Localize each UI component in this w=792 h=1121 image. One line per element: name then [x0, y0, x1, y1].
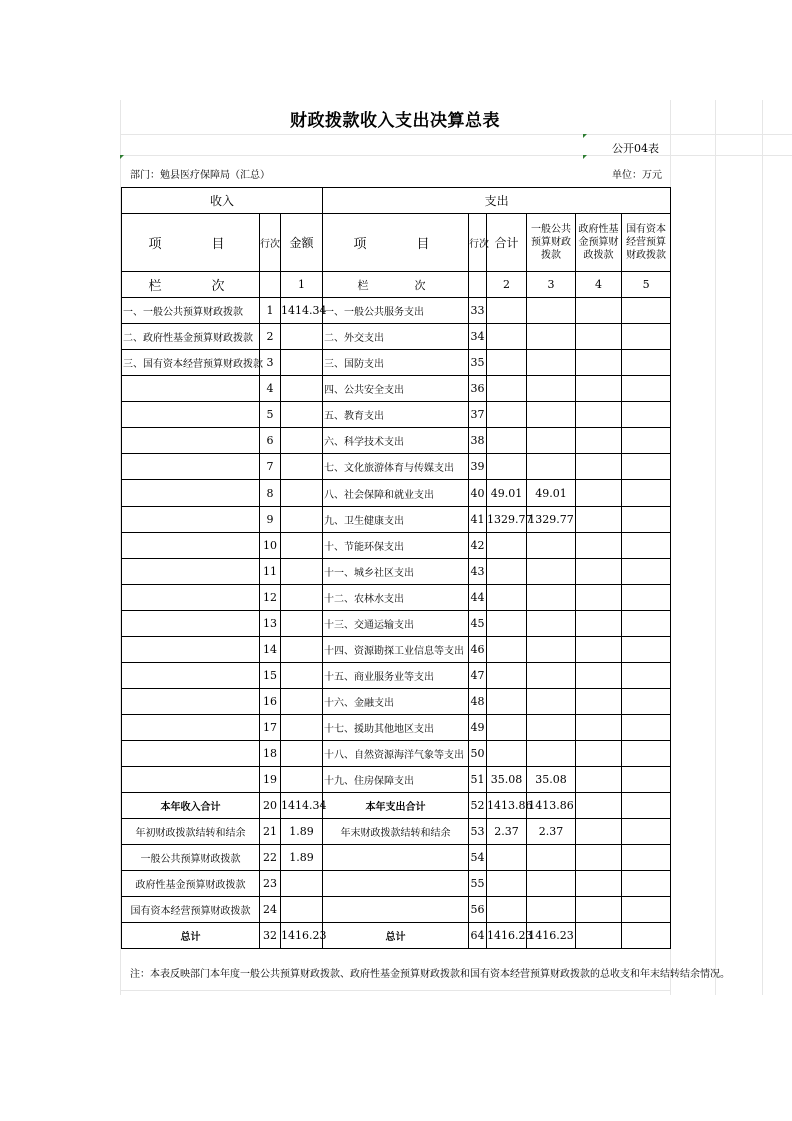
department-label: 部门：勉县医疗保障局（汇总） — [130, 170, 270, 181]
sheet-gridline — [120, 990, 670, 991]
income-item-cell — [122, 741, 260, 767]
expense-item-cell: 三、国防支出 — [323, 350, 469, 376]
table-row — [122, 715, 671, 741]
income-item-cell — [122, 376, 260, 402]
income-amount-cell — [281, 428, 323, 454]
grand-total-row — [122, 923, 671, 949]
expense-total-cell — [487, 428, 527, 454]
income-item-cell — [122, 507, 260, 533]
expense-line-cell: 45 — [469, 611, 487, 637]
gov-fund-cell — [576, 845, 622, 871]
expense-line-cell: 38 — [469, 428, 487, 454]
income-item-cell: 二、政府性基金预算财政拨款 — [122, 324, 260, 350]
gov-fund-cell — [576, 402, 622, 428]
general-budget-cell — [527, 689, 576, 715]
income-line-cell: 18 — [260, 741, 281, 767]
general-budget-cell: 1416.23 — [527, 923, 576, 949]
expense-item-cell: 十三、交通运输支出 — [323, 611, 469, 637]
income-amount-cell — [281, 897, 323, 923]
income-line-cell: 7 — [260, 454, 281, 480]
table-row — [122, 585, 671, 611]
income-amount-cell — [281, 350, 323, 376]
column-number: 5 — [622, 272, 671, 298]
income-line-cell: 4 — [260, 376, 281, 402]
gov-fund-cell — [576, 923, 622, 949]
general-budget-cell — [527, 715, 576, 741]
gov-fund-cell — [576, 585, 622, 611]
gov-fund-cell — [576, 767, 622, 793]
state-capital-cell — [622, 793, 671, 819]
income-amount-cell: 1.89 — [281, 845, 323, 871]
income-amount-cell — [281, 507, 323, 533]
income-amount-cell — [281, 767, 323, 793]
income-amount-cell — [281, 663, 323, 689]
income-item-cell — [122, 663, 260, 689]
expense-line-header: 行次 — [469, 214, 487, 272]
state-capital-cell — [622, 376, 671, 402]
column-label: 栏 次 — [323, 272, 469, 298]
table-row — [122, 454, 671, 480]
general-budget-cell — [527, 376, 576, 402]
table-row — [122, 480, 671, 507]
income-amount-cell — [281, 480, 323, 507]
state-capital-cell — [622, 402, 671, 428]
gov-fund-cell — [576, 793, 622, 819]
state-capital-cell — [622, 585, 671, 611]
income-item-cell — [122, 637, 260, 663]
gov-fund-cell — [576, 454, 622, 480]
expense-line-cell: 55 — [469, 871, 487, 897]
expense-total-cell: 1413.86 — [487, 793, 527, 819]
income-line-cell: 17 — [260, 715, 281, 741]
income-line-cell: 32 — [260, 923, 281, 949]
expense-line-cell: 48 — [469, 689, 487, 715]
expense-line-cell: 36 — [469, 376, 487, 402]
expense-line-cell: 56 — [469, 897, 487, 923]
state-capital-cell — [622, 767, 671, 793]
state-capital-cell — [622, 350, 671, 376]
footnote: 注：本表反映部门本年度一般公共预算财政拨款、政府性基金预算财政拨款和国有资本经营预算财政拨款的总收支和年末结转结余情况。 — [130, 969, 730, 980]
gov-fund-cell — [576, 871, 622, 897]
gov-fund-cell — [576, 480, 622, 507]
gov-fund-cell — [576, 350, 622, 376]
income-line-cell: 14 — [260, 637, 281, 663]
expense-total-cell: 1329.77 — [487, 507, 527, 533]
table-row — [122, 298, 671, 324]
unit-label: 单位：万元 — [612, 170, 662, 181]
expense-item-cell: 本年支出合计 — [323, 793, 469, 819]
income-amount-cell — [281, 871, 323, 897]
income-line-cell: 13 — [260, 611, 281, 637]
state-capital-cell — [622, 298, 671, 324]
summary-rows — [122, 793, 671, 949]
income-amount-cell: 1414.34 — [281, 298, 323, 324]
empty-cell — [260, 272, 281, 298]
expense-line-cell: 54 — [469, 845, 487, 871]
general-budget-cell — [527, 585, 576, 611]
income-item-cell — [122, 533, 260, 559]
table-row — [122, 767, 671, 793]
table-row — [122, 376, 671, 402]
expense-item-cell — [323, 845, 469, 871]
state-capital-cell — [622, 741, 671, 767]
expense-item-cell: 八、社会保障和就业支出 — [323, 480, 469, 507]
income-line-cell: 6 — [260, 428, 281, 454]
income-item-cell — [122, 559, 260, 585]
income-item-cell: 总计 — [122, 923, 260, 949]
income-line-cell: 12 — [260, 585, 281, 611]
income-amount-cell — [281, 376, 323, 402]
income-amount-cell — [281, 741, 323, 767]
income-line-header: 行次 — [260, 214, 281, 272]
expense-total-cell — [487, 350, 527, 376]
expense-item-cell: 十、节能环保支出 — [323, 533, 469, 559]
expense-line-cell: 51 — [469, 767, 487, 793]
expense-line-cell: 50 — [469, 741, 487, 767]
expense-line-cell: 52 — [469, 793, 487, 819]
income-amount-cell — [281, 559, 323, 585]
sheet-gridline — [120, 134, 792, 135]
general-budget-cell: 2.37 — [527, 819, 576, 845]
income-line-cell: 23 — [260, 871, 281, 897]
table-row — [122, 533, 671, 559]
income-amount-cell — [281, 454, 323, 480]
general-budget-cell — [527, 298, 576, 324]
general-budget-cell — [527, 663, 576, 689]
income-amount-cell — [281, 402, 323, 428]
income-item-cell — [122, 428, 260, 454]
gov-fund-cell — [576, 559, 622, 585]
expense-total-cell — [487, 533, 527, 559]
income-amount-cell — [281, 715, 323, 741]
expense-total-cell — [487, 585, 527, 611]
expense-total-cell — [487, 611, 527, 637]
income-line-cell: 16 — [260, 689, 281, 715]
expense-total-cell — [487, 559, 527, 585]
general-budget-cell — [527, 402, 576, 428]
income-line-cell: 9 — [260, 507, 281, 533]
expense-total-cell — [487, 454, 527, 480]
state-capital-cell — [622, 637, 671, 663]
table-row — [122, 663, 671, 689]
expense-line-cell: 43 — [469, 559, 487, 585]
cell-marker-icon — [583, 134, 587, 138]
state-capital-cell — [622, 715, 671, 741]
income-line-cell: 5 — [260, 402, 281, 428]
form-number: 公开04表 — [612, 142, 659, 155]
expense-total-cell: 35.08 — [487, 767, 527, 793]
expense-item-cell: 十四、资源勘探工业信息等支出 — [323, 637, 469, 663]
state-capital-cell — [622, 454, 671, 480]
report-title: 财政拨款收入支出决算总表 — [290, 111, 500, 131]
income-amount-header: 金额 — [281, 214, 323, 272]
table-row — [122, 324, 671, 350]
income-item-cell: 国有资本经营预算财政拨款 — [122, 897, 260, 923]
expense-item-cell: 总计 — [323, 923, 469, 949]
gov-fund-cell — [576, 819, 622, 845]
expense-total-cell: 2.37 — [487, 819, 527, 845]
general-budget-header: 一般公共预算财政拨款 — [527, 214, 576, 272]
income-line-cell: 2 — [260, 324, 281, 350]
general-budget-cell: 1413.86 — [527, 793, 576, 819]
expense-item-cell: 七、文化旅游体育与传媒支出 — [323, 454, 469, 480]
state-capital-cell — [622, 480, 671, 507]
summary-row — [122, 897, 671, 923]
general-budget-cell — [527, 559, 576, 585]
table-row — [122, 402, 671, 428]
expense-total-cell — [487, 741, 527, 767]
expense-item-cell: 十九、住房保障支出 — [323, 767, 469, 793]
expense-item-cell: 六、科学技术支出 — [323, 428, 469, 454]
income-line-cell: 24 — [260, 897, 281, 923]
state-capital-cell — [622, 324, 671, 350]
state-capital-cell — [622, 689, 671, 715]
expense-item-cell: 十一、城乡社区支出 — [323, 559, 469, 585]
gov-fund-header: 政府性基金预算财政拨款 — [576, 214, 622, 272]
income-line-cell: 20 — [260, 793, 281, 819]
general-budget-cell: 35.08 — [527, 767, 576, 793]
general-budget-cell — [527, 611, 576, 637]
gov-fund-cell — [576, 689, 622, 715]
column-number: 3 — [527, 272, 576, 298]
sheet-gridline — [120, 155, 792, 156]
general-budget-cell — [527, 637, 576, 663]
general-budget-cell — [527, 454, 576, 480]
expense-item-cell: 十五、商业服务业等支出 — [323, 663, 469, 689]
gov-fund-cell — [576, 376, 622, 402]
expense-item-cell: 十二、农林水支出 — [323, 585, 469, 611]
income-item-cell — [122, 454, 260, 480]
expense-total-cell: 1416.23 — [487, 923, 527, 949]
income-line-cell: 15 — [260, 663, 281, 689]
general-budget-cell — [527, 533, 576, 559]
state-capital-cell — [622, 533, 671, 559]
table-row — [122, 428, 671, 454]
column-number: 4 — [576, 272, 622, 298]
expense-total-cell — [487, 871, 527, 897]
expense-item-cell: 十七、援助其他地区支出 — [323, 715, 469, 741]
budget-table — [121, 187, 671, 949]
gov-fund-cell — [576, 741, 622, 767]
table-row — [122, 507, 671, 533]
table-row — [122, 350, 671, 376]
table-row — [122, 559, 671, 585]
column-number: 2 — [487, 272, 527, 298]
expense-total-cell: 49.01 — [487, 480, 527, 507]
expense-item-cell — [323, 871, 469, 897]
general-budget-cell: 49.01 — [527, 480, 576, 507]
summary-row — [122, 845, 671, 871]
summary-row — [122, 871, 671, 897]
cell-marker-icon — [583, 155, 587, 159]
general-budget-cell — [527, 845, 576, 871]
expense-line-cell: 37 — [469, 402, 487, 428]
income-amount-cell — [281, 585, 323, 611]
income-item-cell: 三、国有资本经营预算财政拨款 — [122, 350, 260, 376]
expense-total-cell — [487, 402, 527, 428]
expense-total-cell — [487, 845, 527, 871]
income-line-cell: 8 — [260, 480, 281, 507]
income-amount-cell — [281, 611, 323, 637]
expense-line-cell: 44 — [469, 585, 487, 611]
general-budget-cell — [527, 741, 576, 767]
income-item-header: 项 目 — [122, 214, 260, 272]
state-capital-cell — [622, 871, 671, 897]
column-number: 1 — [281, 272, 323, 298]
expense-item-cell: 年末财政拨款结转和结余 — [323, 819, 469, 845]
gov-fund-cell — [576, 298, 622, 324]
income-item-cell — [122, 715, 260, 741]
income-amount-cell — [281, 324, 323, 350]
general-budget-cell: 1329.77 — [527, 507, 576, 533]
table-row — [122, 689, 671, 715]
cell-marker-icon — [120, 155, 124, 159]
income-item-cell — [122, 767, 260, 793]
state-capital-cell — [622, 663, 671, 689]
general-budget-cell — [527, 350, 576, 376]
expense-total-cell — [487, 376, 527, 402]
expense-line-cell: 33 — [469, 298, 487, 324]
gov-fund-cell — [576, 611, 622, 637]
expense-line-cell: 47 — [469, 663, 487, 689]
expense-header: 支出 — [323, 188, 671, 214]
gov-fund-cell — [576, 428, 622, 454]
sheet-gridline — [762, 100, 763, 995]
income-amount-cell — [281, 689, 323, 715]
gov-fund-cell — [576, 715, 622, 741]
expense-line-cell: 34 — [469, 324, 487, 350]
expense-total-cell — [487, 324, 527, 350]
state-capital-cell — [622, 428, 671, 454]
general-budget-cell — [527, 324, 576, 350]
expense-item-cell: 五、教育支出 — [323, 402, 469, 428]
table-row — [122, 637, 671, 663]
column-number-row — [122, 272, 671, 298]
summary-row — [122, 793, 671, 819]
state-capital-cell — [622, 559, 671, 585]
general-budget-cell — [527, 871, 576, 897]
expense-line-cell: 64 — [469, 923, 487, 949]
expense-item-cell: 二、外交支出 — [323, 324, 469, 350]
expense-item-cell: 一、一般公共服务支出 — [323, 298, 469, 324]
income-line-cell: 1 — [260, 298, 281, 324]
income-line-cell: 3 — [260, 350, 281, 376]
income-item-cell: 一般公共预算财政拨款 — [122, 845, 260, 871]
state-capital-cell — [622, 923, 671, 949]
income-item-cell — [122, 611, 260, 637]
state-capital-header: 国有资本经营预算财政拨款 — [622, 214, 671, 272]
income-line-cell: 10 — [260, 533, 281, 559]
table-row — [122, 611, 671, 637]
income-amount-cell — [281, 637, 323, 663]
expense-line-cell: 41 — [469, 507, 487, 533]
state-capital-cell — [622, 897, 671, 923]
expense-total-cell — [487, 663, 527, 689]
gov-fund-cell — [576, 637, 622, 663]
table-row — [122, 741, 671, 767]
column-label: 栏 次 — [122, 272, 260, 298]
empty-cell — [469, 272, 487, 298]
expense-item-cell: 十六、金融支出 — [323, 689, 469, 715]
gov-fund-cell — [576, 663, 622, 689]
expense-line-cell: 35 — [469, 350, 487, 376]
column-header-row — [122, 214, 671, 272]
state-capital-cell — [622, 845, 671, 871]
gov-fund-cell — [576, 324, 622, 350]
expense-total-cell — [487, 897, 527, 923]
expense-line-cell: 39 — [469, 454, 487, 480]
expense-total-cell — [487, 715, 527, 741]
income-amount-cell: 1414.34 — [281, 793, 323, 819]
expense-item-cell — [323, 897, 469, 923]
expense-total-cell — [487, 298, 527, 324]
income-amount-cell: 1.89 — [281, 819, 323, 845]
income-line-cell: 19 — [260, 767, 281, 793]
gov-fund-cell — [576, 897, 622, 923]
income-item-cell: 政府性基金预算财政拨款 — [122, 871, 260, 897]
expense-item-header: 项 目 — [323, 214, 469, 272]
income-header: 收入 — [122, 188, 323, 214]
income-item-cell — [122, 689, 260, 715]
gov-fund-cell — [576, 507, 622, 533]
income-item-cell: 本年收入合计 — [122, 793, 260, 819]
expense-item-cell: 四、公共安全支出 — [323, 376, 469, 402]
detail-rows — [122, 298, 671, 793]
income-item-cell — [122, 585, 260, 611]
income-line-cell: 22 — [260, 845, 281, 871]
income-line-cell: 21 — [260, 819, 281, 845]
expense-total-header: 合计 — [487, 214, 527, 272]
gov-fund-cell — [576, 533, 622, 559]
income-item-cell: 一、一般公共预算财政拨款 — [122, 298, 260, 324]
expense-item-cell: 九、卫生健康支出 — [323, 507, 469, 533]
general-budget-cell — [527, 897, 576, 923]
expense-line-cell: 42 — [469, 533, 487, 559]
expense-line-cell: 49 — [469, 715, 487, 741]
expense-line-cell: 46 — [469, 637, 487, 663]
expense-total-cell — [487, 637, 527, 663]
state-capital-cell — [622, 507, 671, 533]
expense-total-cell — [487, 689, 527, 715]
summary-row — [122, 819, 671, 845]
income-line-cell: 11 — [260, 559, 281, 585]
income-item-cell — [122, 480, 260, 507]
expense-line-cell: 40 — [469, 480, 487, 507]
expense-item-cell: 十八、自然资源海洋气象等支出 — [323, 741, 469, 767]
section-header-row — [122, 188, 671, 214]
sheet-gridline — [715, 100, 716, 995]
state-capital-cell — [622, 611, 671, 637]
income-item-cell — [122, 402, 260, 428]
expense-line-cell: 53 — [469, 819, 487, 845]
income-amount-cell: 1416.23 — [281, 923, 323, 949]
income-item-cell: 年初财政拨款结转和结余 — [122, 819, 260, 845]
general-budget-cell — [527, 428, 576, 454]
state-capital-cell — [622, 819, 671, 845]
income-amount-cell — [281, 533, 323, 559]
